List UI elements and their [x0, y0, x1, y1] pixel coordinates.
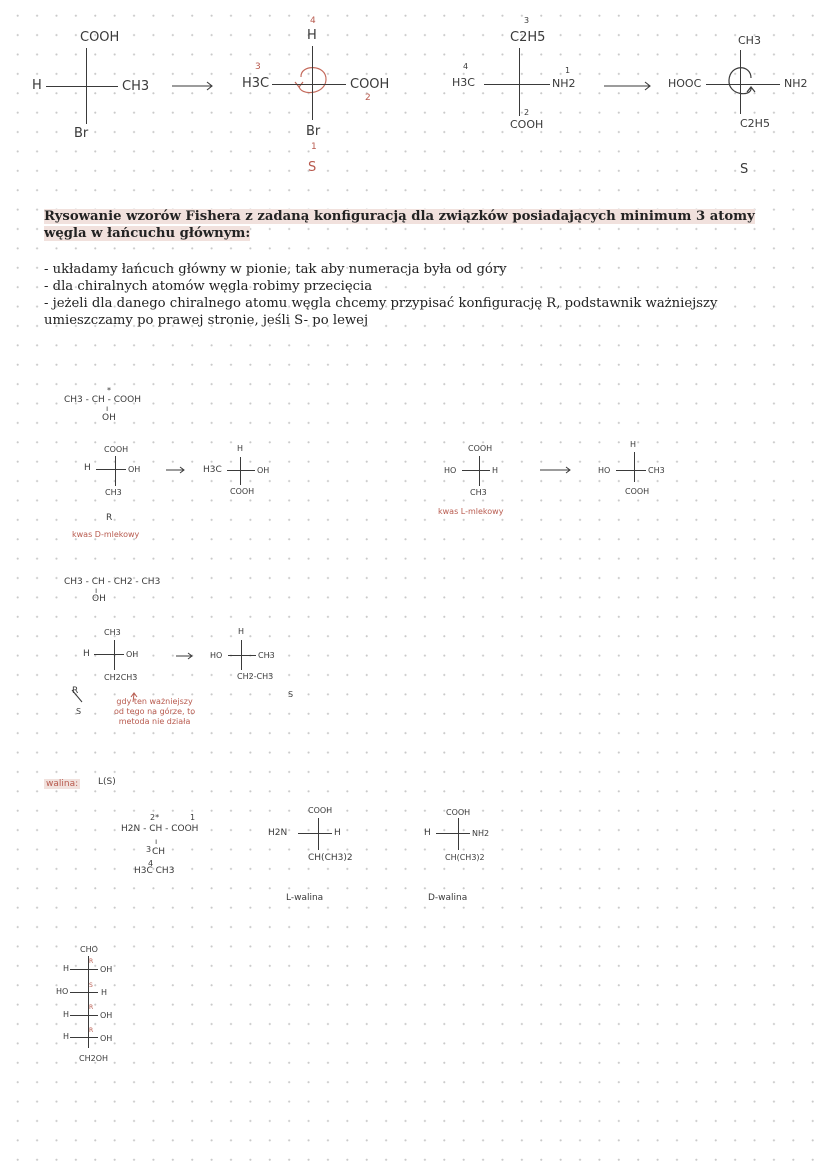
m2-num-bottom: 1: [311, 142, 317, 152]
m3-num-top: 3: [524, 16, 530, 25]
sugar-row4-left: H: [63, 1032, 70, 1041]
sugar-row2-cfg: S: [89, 982, 93, 989]
valine-config: L(S): [98, 777, 116, 787]
butanol-a-right: OH: [126, 650, 139, 659]
m2-right: COOH: [350, 77, 390, 92]
sugar-row2-left: HO: [56, 987, 69, 996]
m4-top: CH3: [738, 34, 761, 47]
valine-formula-main: H2N - CH - COOH: [121, 824, 199, 834]
m1-left: H: [32, 78, 42, 93]
lactic-c-top: COOH: [468, 444, 493, 453]
m2-config: S: [308, 160, 317, 175]
lactic-formula: CH3 - CH - COOH: [64, 395, 141, 405]
sugar-row1-left: H: [63, 964, 70, 973]
m2-num-right: 2: [365, 93, 371, 103]
lactic-formula-oh: OH: [102, 413, 116, 423]
sugar-row1-right: OH: [100, 965, 113, 974]
lactic-b-top: H: [237, 444, 244, 453]
m4-config: S: [740, 162, 749, 177]
valine-l-top: COOH: [308, 806, 333, 815]
m2-num-left: 3: [255, 62, 261, 72]
lactic-a-top: COOH: [104, 445, 129, 454]
valine-n3: 3: [146, 845, 152, 854]
butanol-crossed-config: R: [72, 686, 79, 696]
chiral-star: *: [107, 386, 111, 395]
lactic-l-name: kwas L-mlekowy: [438, 507, 504, 516]
note-line: metoda nie działa: [118, 717, 191, 726]
butanol-formula: CH3 - CH - CH2 - CH3: [64, 577, 161, 587]
valine-label: walina:: [46, 779, 79, 789]
m3-num-left: 4: [463, 62, 469, 71]
butanol-b-top: H: [238, 627, 245, 636]
lactic-a-left: H: [84, 463, 91, 473]
lactic-b-bottom: COOH: [230, 487, 255, 496]
bond-dash: ı: [95, 586, 98, 595]
lactic-d-right: CH3: [648, 466, 665, 475]
m1-bottom: Br: [74, 126, 89, 141]
sugar-row4-cfg: R: [89, 1027, 94, 1034]
m3-bottom: COOH: [510, 118, 544, 131]
m3-right: NH2: [552, 77, 576, 90]
lactic-config: R: [106, 513, 113, 523]
m2-bottom: Br: [306, 124, 321, 139]
m1-right: CH3: [122, 79, 150, 94]
lactic-c-right: H: [492, 466, 499, 475]
valine-formula-sub: H3C CH3: [134, 866, 175, 876]
m2-left: H3C: [242, 76, 270, 91]
sugar-row3-left: H: [63, 1010, 70, 1019]
instruction-item: - układamy łańcuch główny w pionie, tak aby numeracja była od góry: [44, 262, 507, 277]
m2-top: H: [307, 28, 317, 43]
lactic-a-bottom: CH3: [105, 488, 122, 497]
valine-d-name: D-walina: [428, 893, 468, 903]
m1-top: COOH: [80, 30, 120, 45]
lactic-c-left: HO: [444, 466, 457, 475]
m4-bottom: C2H5: [740, 117, 770, 130]
m3-top: C2H5: [510, 30, 546, 45]
butanol-a-bottom: CH2CH3: [104, 673, 138, 682]
valine-n1: 1: [190, 813, 196, 822]
sugar-row2-right: H: [101, 988, 108, 997]
m3-num-right: 1: [565, 66, 571, 75]
m2-num-top: 4: [310, 16, 316, 26]
butanol-b-left: HO: [210, 651, 223, 660]
instruction-item: - dla chiralnych atomów węgla robimy przecięcia: [44, 279, 373, 294]
m4-left: HOOC: [668, 77, 702, 90]
sugar-top: CHO: [80, 945, 98, 954]
m3-num-bottom: 2: [524, 108, 530, 117]
valine-n2: 2*: [150, 813, 160, 822]
valine-d-right: NH2: [472, 829, 490, 838]
sugar-row4-right: OH: [100, 1034, 113, 1043]
sugar-row3-cfg: R: [89, 1004, 94, 1011]
bond-dash: ı: [106, 404, 109, 413]
valine-l-bottom: CH(CH3)2: [308, 853, 353, 863]
note-line: od tego na górze, to: [114, 707, 196, 716]
valine-n4: 4: [148, 859, 154, 868]
butanol-b-config: S: [288, 690, 294, 699]
note-line: gdy ten ważniejszy: [116, 697, 193, 706]
lactic-d-left: HO: [598, 466, 611, 475]
lactic-d-bottom: COOH: [625, 487, 650, 496]
butanol-config: S: [76, 707, 82, 716]
instructions-heading: Rysowanie wzorów Fishera z zadaną konfiguracją dla związków posiadających minimum 3 atomy węgla w łańcuchu głównym:: [44, 209, 755, 241]
sugar-row3-right: OH: [100, 1011, 113, 1020]
valine-d-top: COOH: [446, 808, 471, 817]
sugar-row1-cfg: R: [89, 958, 94, 965]
m4-right: NH2: [784, 77, 808, 90]
lactic-d-name: kwas D-mlekowy: [72, 530, 140, 539]
butanol-b-bottom: CH2-CH3: [237, 672, 274, 681]
lactic-b-left: H3C: [203, 465, 222, 475]
butanol-formula-oh: OH: [92, 594, 106, 604]
valine-formula-ch: CH: [152, 847, 166, 857]
sugar-bottom: CH2OH: [79, 1054, 109, 1063]
lactic-b-right: OH: [257, 466, 270, 475]
butanol-a-left: H: [83, 649, 90, 659]
m3-left: H3C: [452, 76, 475, 89]
lactic-c-bottom: CH3: [470, 488, 487, 497]
valine-d-left: H: [424, 828, 431, 838]
lactic-d-top: H: [630, 440, 637, 449]
valine-l-name: L-walina: [286, 893, 324, 903]
instruction-item: - jeżeli dla danego chiralnego atomu węgla chcemy przypisać konfigurację R, podstawnik ważniejszy umieszczamy po prawej stronie, jeśli S- po lewej: [44, 296, 718, 328]
valine-d-bottom: CH(CH3)2: [445, 853, 485, 862]
butanol-b-right: CH3: [258, 651, 275, 660]
valine-l-left: H2N: [268, 828, 288, 838]
butanol-note: [114, 697, 195, 727]
bond-dash: ı: [155, 837, 158, 846]
lactic-a-right: OH: [128, 465, 141, 474]
valine-l-right: H: [334, 828, 341, 838]
butanol-a-top: CH3: [104, 628, 121, 637]
